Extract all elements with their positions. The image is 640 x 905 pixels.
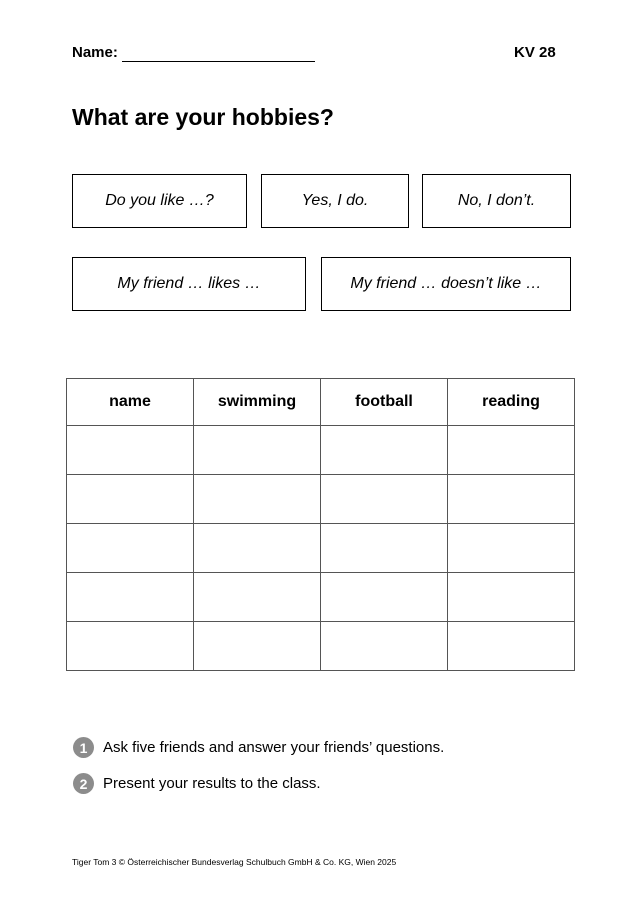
table-cell[interactable]: [448, 622, 575, 671]
worksheet-code: KV 28: [514, 44, 556, 61]
table-cell[interactable]: [321, 426, 448, 475]
table-row: [67, 622, 575, 671]
table-cell[interactable]: [67, 573, 194, 622]
table-cell[interactable]: [67, 622, 194, 671]
column-header-football: football: [321, 379, 448, 426]
copyright-footer: Tiger Tom 3 © Österreichischer Bundesverlag Schulbuch GmbH & Co. KG, Wien 2025: [72, 857, 397, 867]
table-cell[interactable]: [67, 475, 194, 524]
table-cell[interactable]: [194, 573, 321, 622]
phrase-box: Yes, I do.: [261, 174, 409, 228]
table-cell[interactable]: [194, 524, 321, 573]
task-text: Present your results to the class.: [103, 775, 321, 792]
name-write-line[interactable]: [122, 61, 315, 62]
table-cell[interactable]: [321, 622, 448, 671]
phrase-box: No, I don’t.: [422, 174, 571, 228]
table-cell[interactable]: [448, 524, 575, 573]
table-cell[interactable]: [321, 475, 448, 524]
table-row: [67, 573, 575, 622]
table-row: [67, 475, 575, 524]
number-badge-icon: 1: [73, 737, 94, 758]
table-cell[interactable]: [194, 475, 321, 524]
table-header-row: [67, 379, 575, 426]
column-header-name: name: [67, 379, 194, 426]
table-cell[interactable]: [194, 426, 321, 475]
task-item-2: [73, 773, 321, 794]
table-cell[interactable]: [321, 524, 448, 573]
number-badge-icon: 2: [73, 773, 94, 794]
task-item-1: [73, 737, 444, 758]
page-title: What are your hobbies?: [72, 104, 334, 130]
column-header-reading: reading: [448, 379, 575, 426]
table-row: [67, 524, 575, 573]
table-cell[interactable]: [67, 524, 194, 573]
task-text: Ask five friends and answer your friends’ questions.: [103, 739, 445, 756]
phrase-box: Do you like …?: [72, 174, 247, 228]
column-header-swimming: swimming: [194, 379, 321, 426]
table-cell[interactable]: [448, 573, 575, 622]
table-cell[interactable]: [67, 426, 194, 475]
table-cell[interactable]: [448, 426, 575, 475]
table-cell[interactable]: [448, 475, 575, 524]
table-row: [67, 426, 575, 475]
table-cell[interactable]: [194, 622, 321, 671]
name-label: Name:: [72, 44, 118, 61]
table-cell[interactable]: [321, 573, 448, 622]
phrase-box: My friend … doesn’t like …: [321, 257, 571, 311]
phrase-box: My friend … likes …: [72, 257, 306, 311]
hobby-survey-table: [66, 378, 575, 671]
